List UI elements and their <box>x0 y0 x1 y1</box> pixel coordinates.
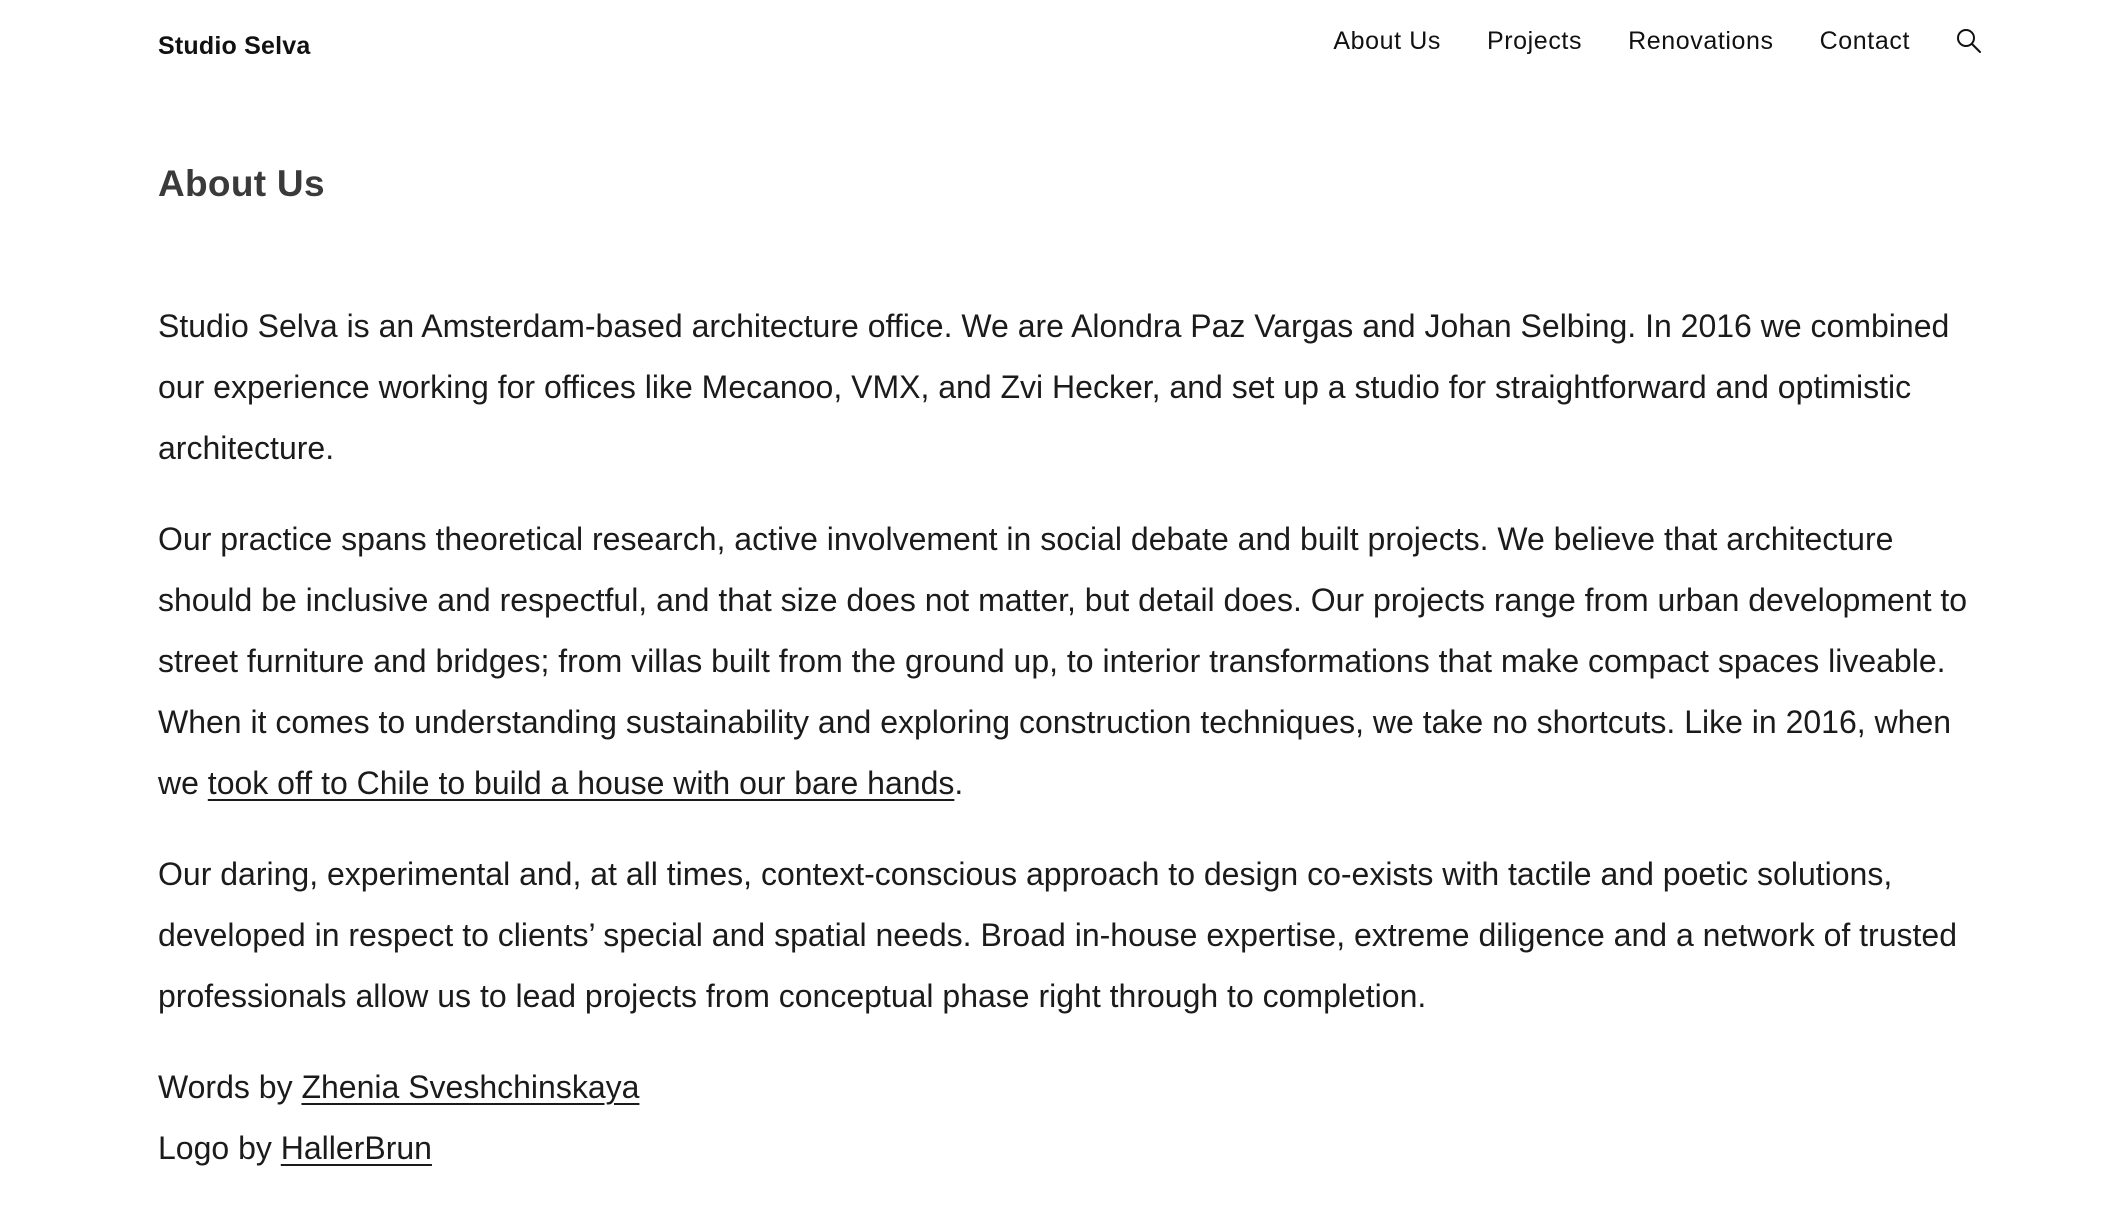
approach-paragraph: Our daring, experimental and, at all times, context-conscious approach to design co-exists with tactile and poetic solutions, developed in respect to clients’ special and spatial needs. Broad in-house expertise, extreme diligence and a network of trusted professionals allow us to lead projects from conceptual phase right through to completion. <box>158 856 1957 1014</box>
words-author-link[interactable]: Zhenia Sveshchinskaya <box>301 1069 640 1105</box>
practice-text-end: . <box>954 765 964 801</box>
nav-renovations[interactable]: Renovations <box>1628 27 1774 55</box>
words-credit <box>158 1057 1988 1118</box>
nav-contact[interactable]: Contact <box>1819 27 1910 55</box>
logo-author-link[interactable]: HallerBrun <box>280 1130 432 1166</box>
nav-about-us[interactable]: About Us <box>1333 27 1441 55</box>
about-content <box>158 296 1988 1179</box>
nav-projects[interactable]: Projects <box>1486 27 1583 55</box>
search-icon[interactable] <box>1954 26 1984 56</box>
main-nav <box>1287 24 1984 58</box>
credits <box>158 1057 1988 1179</box>
chile-house-link[interactable]: took off to Chile to build a house with our bare hands <box>207 765 955 801</box>
words-prefix: Words by <box>158 1069 302 1105</box>
logo-prefix: Logo by <box>158 1130 281 1166</box>
logo-credit <box>158 1118 1988 1179</box>
search-icon-glyph <box>1955 27 1983 55</box>
practice-text: Our practice spans theoretical research, active involvement in social debate and built projects. We believe that architecture should be inclusive and respectful, and that size does not matter, but detail does. Our projects range from urban development to street furniture and bridges; from villas built from the ground up, to interior transformations that make compact spaces liveable. When it comes to understanding sustainability and exploring construction techniques, we take no shortcuts. Like in 2016, when we <box>158 521 1968 801</box>
intro-paragraph: Studio Selva is an Amsterdam-based architecture office. We are Alondra Paz Vargas and Johan Selbing. In 2016 we combined our experience working for offices like Mecanoo, VMX, and Zvi Hecker, and set up a studio for straightforward and optimistic architecture. <box>158 308 1950 466</box>
practice-paragraph <box>158 509 1988 814</box>
page-title: About Us <box>158 163 325 204</box>
brand-logo[interactable]: Studio Selva <box>158 32 311 60</box>
site-header <box>0 0 2124 90</box>
